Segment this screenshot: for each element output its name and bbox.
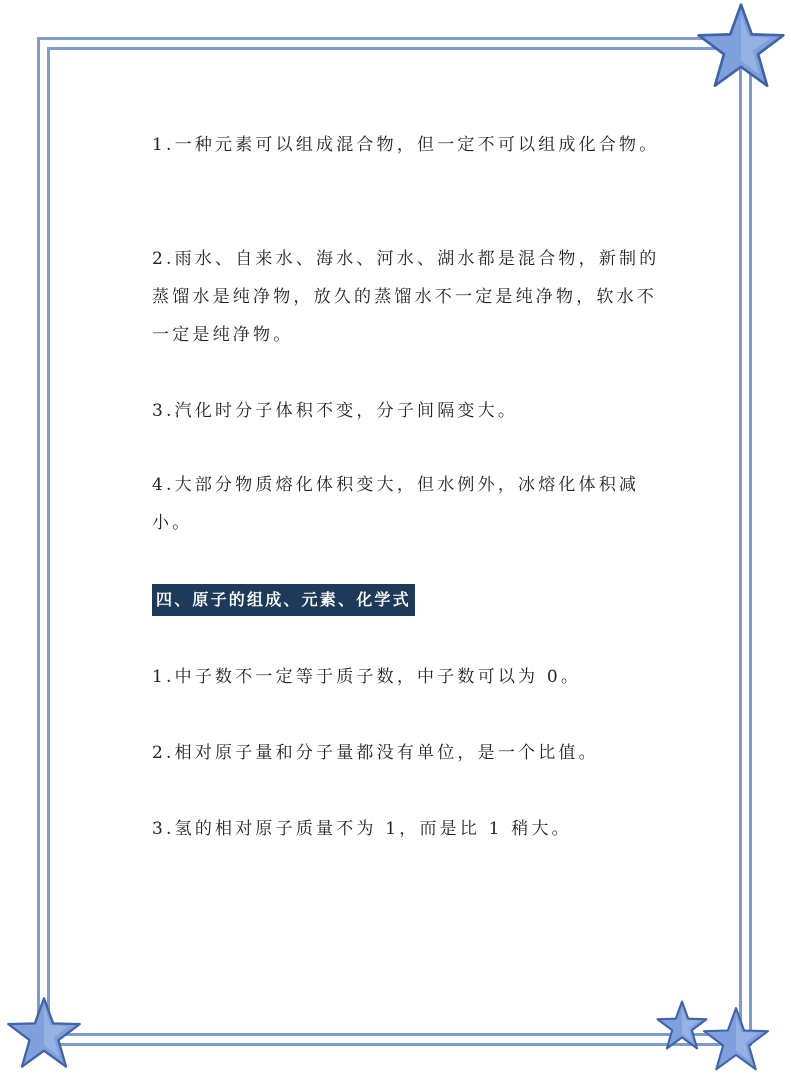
paragraph-4: 4.大部分物质熔化体积变大，但水例外，冰熔化体积减小。: [152, 475, 640, 533]
paragraph-3: 3.汽化时分子体积不变，分子间隔变大。: [152, 401, 519, 421]
star-icon-bottom-right-small: [656, 1000, 708, 1052]
paragraph-2: 2.雨水、自来水、海水、河水、湖水都是混合物，新制的蒸馏水是纯净物，放久的蒸馏水不一定是纯净物，软水不一定是纯净物。: [152, 249, 660, 345]
star-icon-bottom-left: [6, 996, 82, 1072]
paragraph-7: 3.氢的相对原子质量不为 1，而是比 1 稍大。: [152, 819, 572, 839]
section-heading: 四、原子的组成、元素、化学式: [152, 584, 415, 616]
star-icon-bottom-right: [702, 1006, 770, 1074]
paragraph-6: 2.相对原子量和分子量都没有单位，是一个比值。: [152, 743, 599, 763]
paragraph-1: 1.一种元素可以组成混合物，但一定不可以组成化合物。: [152, 135, 660, 155]
paragraph-5: 1.中子数不一定等于质子数，中子数可以为 0。: [152, 667, 582, 687]
star-icon-top-right: [695, 2, 787, 92]
